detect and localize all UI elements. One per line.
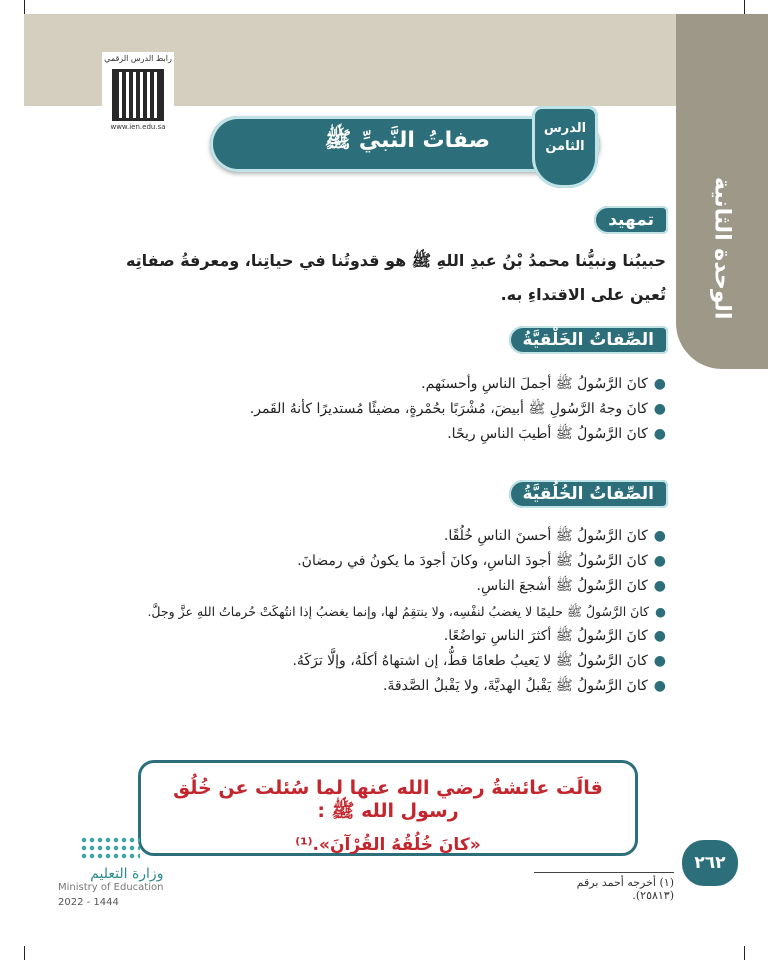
bullet-icon: ● xyxy=(653,376,666,392)
qr-caption: رابط الدرس الرقمي xyxy=(104,54,172,63)
list-item: ●كانَ الرَّسُولُ ﷺ أشجعَ الناسِ. xyxy=(476,578,666,594)
list-item: ●كانَ الرَّسُولُ ﷺ أطيبَ الناسِ ريحًا. xyxy=(447,426,666,442)
ministry-logo-block xyxy=(58,836,163,908)
list-item: ●كانَ الرَّسُولُ ﷺ أجودَ الناسِ، وكانَ أجودَ ما يكونُ في رمضانَ. xyxy=(297,553,666,569)
intro-paragraph: حبيبُنا ونبيُّنا محمدُ بْنُ عبدِ اللهِ ﷺ هو قدوتُنا في حياتِنا، ومعرفةُ صفاتِه تُعين على الاقتداءِ به. xyxy=(125,251,666,304)
section-moral-tag: الصِّفاتُ الخُلُقيَّةُ xyxy=(509,480,668,508)
bullet-icon: ● xyxy=(653,401,666,417)
bullet-icon: ● xyxy=(655,604,666,619)
bullet-icon: ● xyxy=(653,628,666,644)
ministry-year: 2022 - 1444 xyxy=(58,897,119,908)
crop-mark xyxy=(24,0,25,14)
quote-line-2: «كانَ خُلُقُهُ القُرْآنَ».⁽¹⁾ xyxy=(295,835,481,855)
bullet-icon: ● xyxy=(653,528,666,544)
bullet-icon: ● xyxy=(653,678,666,694)
unit-label: الوحدة الثانية xyxy=(709,176,735,319)
footnote: (١) أخرجه أحمد برقم (٢٥٨١٣). xyxy=(534,872,674,902)
bullet-icon: ● xyxy=(653,653,666,669)
list-item: ●كانَ الرَّسُولُ ﷺ يَقْبلُ الهديَّةَ، ولا يَقْبلُ الصَّدقةَ. xyxy=(382,678,666,694)
ministry-name-ar: وزارة التعليم xyxy=(90,866,164,882)
qr-url: www.ien.edu.sa xyxy=(110,123,166,131)
hadith-quote-box xyxy=(138,760,638,856)
list-item: ●كانَ الرَّسُولُ ﷺ أحسنَ الناسِ خُلُقًا. xyxy=(443,528,666,544)
lesson-badge xyxy=(532,106,598,188)
physical-traits-list xyxy=(180,372,666,447)
page-number: ٢٦٢ xyxy=(682,840,738,886)
intro-tag: تمهيد xyxy=(594,206,668,234)
qr-code-icon[interactable] xyxy=(112,69,164,121)
list-item: ●كانَ الرَّسُولُ ﷺ لا يَعيبُ طعامًا قطُّ، إن اشتهاهُ أكلَهُ، وإلَّا ترَكَهُ. xyxy=(292,653,666,669)
ministry-logo-icon xyxy=(80,836,140,860)
ministry-name-en: Ministry of Education xyxy=(58,882,164,893)
list-item: ●كانَ الرَّسُولُ ﷺ أكثرَ الناسِ تواضُعًا. xyxy=(443,628,666,644)
lesson-title: صفاتُ النَّبيِّ ﷺ xyxy=(324,128,490,153)
crop-mark xyxy=(744,0,745,14)
bullet-icon: ● xyxy=(653,553,666,569)
unit-tab xyxy=(676,14,768,369)
list-item: ●كانَ الرَّسُولُ ﷺ أجملَ الناسِ وأحسنَهم. xyxy=(421,376,666,392)
list-item: ●كانَ وجهُ الرَّسُولِ ﷺ أبيضَ، مُشْرَبًا بحُمْرةٍ، مضيئًا مُستديرًا كأنهُ القَمر. xyxy=(249,401,666,417)
quote-line-1: قالَت عائشةُ رضي الله عنها لما سُئلت عن خُلُق رسول الله ﷺ : xyxy=(173,777,603,822)
bullet-icon: ● xyxy=(653,578,666,594)
bullet-icon: ● xyxy=(653,426,666,442)
lesson-badge-line1: الدرس xyxy=(543,121,587,136)
qr-code-block[interactable] xyxy=(102,52,174,150)
crop-mark xyxy=(744,946,745,960)
moral-traits-list xyxy=(92,524,666,699)
lesson-badge-line2: الثامن xyxy=(545,139,585,154)
crop-mark xyxy=(24,946,25,960)
list-item: ●كانَ الرَّسُولُ ﷺ حليمًا لا يغضبُ لنفْسِه، ولا ينتقِمُ لها، وإنما يغضبُ إذا انتُهكَتْ حُرماتُ اللهِ عزَّ وجلَّ. xyxy=(147,604,666,619)
section-physical-tag: الصِّفاتُ الخَلْقيَّةُ xyxy=(509,326,668,354)
